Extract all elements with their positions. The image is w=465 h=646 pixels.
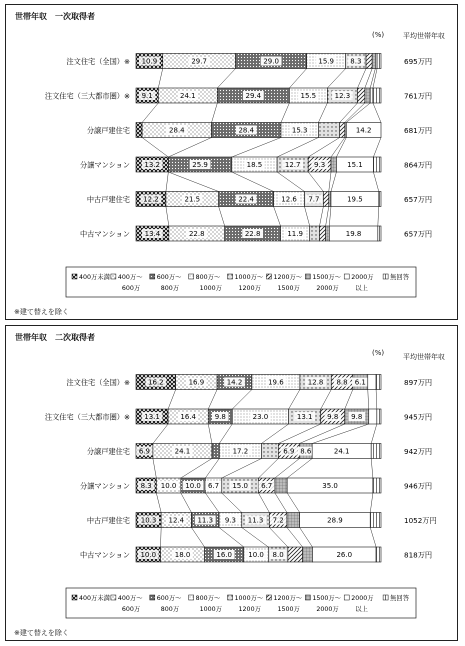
connector-line (269, 528, 288, 548)
connector-line (275, 459, 300, 479)
connector-line (370, 493, 373, 513)
legend-label-line2: 800万 (160, 285, 180, 292)
legend-label: 無回答 (390, 595, 410, 602)
connector-line (308, 138, 339, 158)
data-label: 15.3 (291, 126, 308, 135)
bar-segment (331, 157, 336, 172)
data-label: 9.8 (214, 413, 226, 422)
connector-line (242, 528, 269, 548)
legend-box (66, 588, 416, 618)
bar-segment (320, 226, 326, 241)
data-label: 16.0 (216, 551, 232, 560)
category-label: 分譲戸建住宅 (86, 447, 130, 456)
legend-swatch (111, 595, 116, 600)
category-label: 注文住宅（三大都市圏）※ (44, 91, 130, 101)
legend-label: 400万未満 (79, 274, 110, 281)
connector-line (168, 172, 218, 192)
connector-line (219, 207, 225, 227)
legend-label: 800万～ (195, 274, 221, 281)
connector-line (345, 390, 353, 410)
data-label: 6.7 (261, 482, 273, 491)
legend-swatch (111, 274, 116, 279)
bar-segment (261, 444, 278, 459)
bar-segment (378, 226, 381, 241)
data-label: 22.4 (238, 195, 254, 204)
data-label: 29.0 (263, 57, 279, 66)
connector-line (371, 459, 373, 479)
stacked-bar-chart-second-time (6, 326, 459, 642)
legend-swatch (266, 274, 271, 279)
connector-line (208, 390, 217, 410)
connector-line (277, 172, 304, 192)
bar-segment (136, 123, 142, 138)
bar-segment (275, 478, 287, 493)
data-label: 8.6 (300, 447, 312, 456)
data-label: 25.9 (192, 161, 208, 170)
data-label: 22.8 (244, 230, 261, 239)
data-label: 16.2 (148, 378, 164, 387)
bar-segment (366, 54, 372, 69)
panel-title: 世帯年収 二次取得者 (15, 333, 95, 342)
connector-line (368, 390, 369, 410)
connector-line (232, 390, 252, 410)
category-label: 注文住宅（全国）※ (66, 57, 130, 66)
legend-swatch (344, 595, 349, 600)
legend-label-line2: 600万 (121, 606, 141, 613)
connector-line (281, 103, 289, 123)
data-label: 21.5 (184, 195, 201, 204)
category-label: 分譲マンション (80, 160, 130, 170)
connector-line (232, 172, 274, 192)
connector-line (299, 424, 344, 444)
data-label: 9.3 (224, 516, 236, 525)
data-label: 8.0 (272, 551, 284, 560)
average-income-label: 946万円 (404, 481, 433, 491)
data-label: 22.8 (188, 230, 205, 239)
bar-segment (370, 88, 373, 103)
stacked-bar-chart-first-time (6, 5, 459, 321)
category-label: 分譲マンション (80, 481, 130, 491)
data-label: 7.2 (272, 516, 284, 525)
average-income-label: 818万円 (404, 550, 433, 560)
data-label: 18.0 (174, 551, 191, 560)
legend-label: 2000万 (351, 595, 374, 602)
data-label: 12.8 (307, 378, 324, 387)
bar-segment (376, 375, 381, 390)
data-label: 14.2 (226, 378, 243, 387)
data-label: 15.0 (232, 482, 248, 491)
legend-label-line2: 1200万 (238, 285, 261, 292)
legend-swatch (305, 595, 310, 600)
legend-label-line2: 以上 (355, 285, 368, 292)
bar-segment (212, 444, 219, 459)
data-label: 35.0 (322, 482, 338, 491)
data-label: 9.8 (351, 413, 363, 422)
legend-box (66, 267, 416, 297)
data-label: 14.2 (355, 126, 372, 135)
legend-label-line2: 600万 (121, 285, 141, 292)
category-label: 分譲戸建住宅 (86, 126, 130, 135)
connector-line (156, 493, 161, 513)
bar-segment (368, 375, 376, 390)
data-label: 6.1 (354, 378, 366, 387)
legend-label-line2: 1000万 (199, 606, 222, 613)
category-label: 中古戸建住宅 (86, 516, 130, 525)
connector-line (208, 424, 212, 444)
legend-swatch (72, 595, 77, 600)
bar-segment (288, 547, 303, 562)
data-label: 24.1 (174, 447, 191, 456)
legend-label: 600万～ (156, 595, 182, 602)
bar-segment (373, 88, 381, 103)
data-label: 6.9 (138, 447, 151, 456)
data-label: 17.2 (232, 447, 249, 456)
legend-label: 400万～ (117, 274, 143, 281)
legend-label-line2: 800万 (160, 606, 180, 613)
connector-line (287, 528, 303, 548)
legend-label: 1000万～ (234, 595, 264, 602)
connector-line (373, 138, 381, 158)
legend-swatch (383, 595, 388, 600)
bar-segment (357, 88, 364, 103)
connector-line (142, 103, 158, 123)
data-label: 15.5 (300, 92, 317, 101)
data-label: 13.1 (144, 413, 160, 422)
connector-line (219, 424, 232, 444)
category-label: 注文住宅（全国）※ (66, 378, 130, 387)
bar-segment (287, 513, 300, 528)
data-label: 10.3 (140, 516, 157, 525)
connector-line (326, 207, 329, 227)
data-label: 13.2 (144, 161, 160, 170)
connector-line (376, 390, 377, 410)
legend-swatch (383, 274, 388, 279)
legend-label-line2: 以上 (355, 606, 368, 613)
average-income-label: 657万円 (404, 195, 433, 204)
data-label: 10.0 (185, 482, 201, 491)
data-label: 23.0 (252, 413, 269, 422)
average-income-label: 657万円 (404, 229, 433, 239)
average-income-label: 761万円 (404, 91, 433, 101)
legend-label: 1200万～ (273, 595, 303, 602)
connector-line (346, 103, 370, 123)
average-income-label: 681万円 (404, 126, 433, 135)
connector-line (222, 459, 262, 479)
data-label: 28.4 (238, 126, 255, 135)
data-label: 6.7 (207, 482, 220, 491)
bar-segment (373, 478, 381, 493)
data-label: 28.4 (169, 126, 185, 135)
average-income-label: 864万円 (404, 160, 433, 170)
connector-line (274, 207, 281, 227)
data-label: 16.9 (188, 378, 205, 387)
data-label: 19.8 (345, 230, 362, 239)
data-label: 12.2 (143, 195, 159, 204)
connector-line (289, 69, 306, 89)
connector-line (191, 528, 204, 548)
connector-line (222, 493, 242, 513)
connector-line (142, 138, 168, 158)
data-label: 11.9 (287, 230, 303, 239)
panel-first-time-buyers (5, 4, 458, 320)
data-label: 10.0 (140, 551, 157, 560)
category-label: 中古戸建住宅 (86, 195, 130, 204)
legend-swatch (150, 274, 155, 279)
connector-line (259, 459, 279, 479)
data-label: 29.7 (191, 57, 207, 66)
connector-line (168, 390, 176, 410)
data-label: 8.3 (140, 482, 152, 491)
data-label: 6.9 (283, 447, 295, 456)
average-income-label: 695万円 (404, 57, 433, 66)
connector-line (308, 172, 323, 192)
bar-segment (373, 157, 381, 172)
connector-line (277, 138, 318, 158)
data-label: 12.7 (284, 161, 301, 170)
connector-line (321, 390, 332, 410)
average-income-label: 897万円 (404, 378, 433, 387)
bar-segment (323, 192, 328, 207)
legend-label: 1500万～ (312, 595, 341, 602)
legend-swatch (228, 595, 233, 600)
category-label: 注文住宅（三大都市圏）※ (44, 412, 130, 422)
bar-segment (372, 54, 375, 69)
connector-line (378, 207, 379, 227)
connector-line (327, 69, 345, 89)
data-label: 7.7 (308, 195, 320, 204)
category-label: 中古マンション (80, 229, 130, 239)
data-label: 10.0 (248, 551, 264, 560)
connector-line (168, 138, 211, 158)
data-label: 19.6 (268, 378, 284, 387)
average-income-label: 945万円 (404, 412, 433, 422)
legend-swatch (189, 274, 194, 279)
data-label: 8.3 (350, 57, 362, 66)
legend-label: 600万～ (156, 274, 182, 281)
legend-swatch (344, 274, 349, 279)
connector-line (166, 172, 168, 192)
footnote: ※建て替えを除く (14, 629, 69, 637)
unit-note: (%) (372, 349, 385, 357)
bar-segment (379, 192, 381, 207)
legend-label: 無回答 (390, 274, 410, 281)
bar-segment (329, 192, 331, 207)
legend-label: 800万～ (195, 595, 221, 602)
data-label: 13.1 (296, 413, 313, 422)
connector-line (153, 459, 156, 479)
connector-line (289, 390, 300, 410)
connector-line (320, 207, 324, 227)
data-label: 11.3 (197, 516, 214, 525)
connector-line (217, 69, 235, 89)
bar-segment (365, 88, 370, 103)
bar-segment (377, 409, 381, 424)
bar-segment (371, 444, 381, 459)
connector-line (300, 528, 313, 548)
legend-label-line2: 1000万 (199, 285, 222, 292)
legend-label-line2: 1500万 (277, 606, 300, 613)
unit-note: (%) (372, 31, 385, 39)
data-label: 24.1 (333, 447, 350, 456)
connector-line (373, 172, 378, 192)
average-income-label: 1052万円 (404, 516, 437, 525)
data-label: 24.1 (180, 92, 196, 101)
connector-line (312, 424, 369, 444)
connector-line (166, 207, 169, 227)
connector-line (331, 172, 336, 192)
connector-line (205, 493, 219, 513)
data-label: 12.6 (281, 195, 297, 204)
connector-line (153, 424, 168, 444)
legend-label-line2: 1500万 (277, 285, 300, 292)
panel-title: 世帯年収 一次取得者 (15, 12, 95, 21)
data-label: 10.9 (141, 57, 158, 66)
avg-header: 平均世帯年収 (403, 32, 445, 40)
connector-line (329, 172, 331, 192)
data-label: 16.4 (180, 413, 196, 422)
data-label: 10.0 (160, 482, 177, 491)
connector-line (219, 528, 244, 548)
bar-segment (303, 547, 313, 562)
legend-swatch (228, 274, 233, 279)
bar-segment (377, 54, 381, 69)
legend-label: 400万未満 (79, 595, 110, 602)
data-label: 9.8 (327, 413, 339, 422)
data-label: 11.3 (247, 516, 264, 525)
connector-line (275, 493, 287, 513)
footnote: ※建て替えを除く (14, 308, 69, 316)
connector-line (181, 493, 192, 513)
connector-line (158, 69, 162, 89)
bar-segment (376, 547, 381, 562)
connector-line (371, 424, 377, 444)
connector-line (287, 493, 299, 513)
connector-line (373, 103, 381, 123)
connector-line (373, 69, 377, 89)
legend-label: 2000万 (351, 274, 374, 281)
legend-swatch (266, 595, 271, 600)
legend-label-line2: 1200万 (238, 606, 261, 613)
connector-line (318, 103, 327, 123)
legend-swatch (72, 274, 77, 279)
connector-line (370, 528, 376, 548)
bar-segment (370, 513, 381, 528)
connector-line (329, 207, 331, 227)
legend-swatch (305, 274, 310, 279)
data-label: 9.1 (141, 92, 153, 101)
connector-line (287, 459, 312, 479)
data-label: 15.1 (347, 161, 363, 170)
legend-label: 1000万～ (234, 274, 264, 281)
data-label: 12.3 (334, 92, 351, 101)
connector-line (357, 69, 366, 89)
data-label: 12.4 (168, 516, 185, 525)
connector-line (304, 207, 309, 227)
data-label: 29.4 (245, 92, 262, 101)
bar-segment (369, 409, 377, 424)
data-label: 19.5 (347, 195, 363, 204)
data-label: 26.0 (336, 551, 353, 560)
bar-segment (318, 123, 339, 138)
bar-segment (326, 226, 330, 241)
legend-label-line2: 2000万 (316, 606, 339, 613)
bar-segment (340, 123, 345, 138)
data-label: 8.8 (336, 378, 348, 387)
data-label: 15.9 (318, 57, 334, 66)
legend-label-line2: 2000万 (316, 285, 339, 292)
data-label: 28.9 (327, 516, 343, 525)
legend-label: 1500万～ (312, 274, 341, 281)
average-income-label: 942万円 (404, 447, 433, 456)
connector-line (212, 103, 218, 123)
data-label: 13.4 (144, 230, 161, 239)
legend-swatch (150, 595, 155, 600)
connector-line (259, 493, 270, 513)
legend-swatch (189, 595, 194, 600)
legend-label: 1200万～ (273, 274, 303, 281)
connector-line (232, 138, 281, 158)
connector-line (161, 528, 162, 548)
data-label: 9.3 (314, 161, 326, 170)
data-label: 18.5 (246, 161, 263, 170)
legend-label: 400万～ (117, 595, 143, 602)
category-label: 中古マンション (80, 550, 130, 560)
avg-header: 平均世帯年収 (403, 353, 445, 361)
panel-second-time-buyers (5, 325, 458, 641)
bar-segment (310, 226, 320, 241)
